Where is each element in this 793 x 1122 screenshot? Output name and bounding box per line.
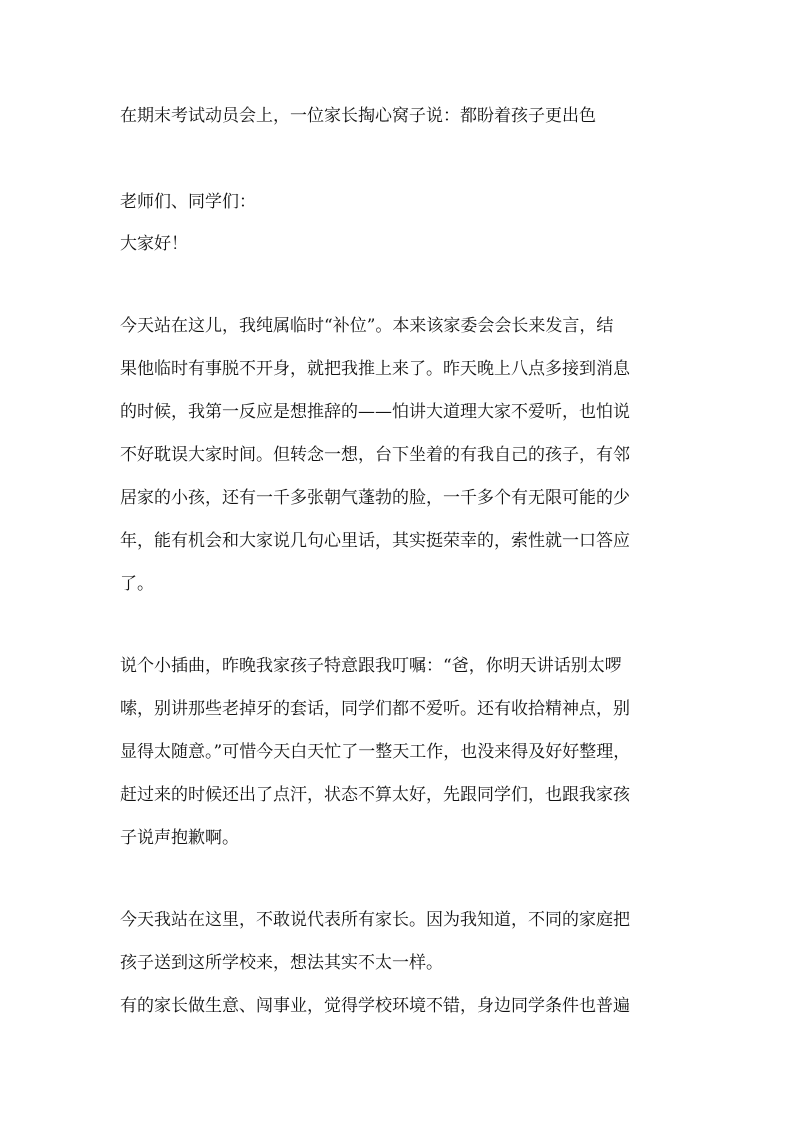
paragraph-3-line-1: 今天我站在这里，不敢说代表所有家长。因为我知道，不同的家庭把 bbox=[120, 910, 630, 930]
paragraph-1-line-5: 居家的小孩，还有一千多张朝气蓬勃的脸，一千多个有无限可能的少 bbox=[120, 488, 630, 508]
greeting: 大家好！ bbox=[120, 234, 188, 254]
paragraph-1-line-4: 不好耽误大家时间。但转念一想，台下坐着的有我自己的孩子，有邻 bbox=[120, 445, 630, 465]
paragraph-1-line-2: 果他临时有事脱不开身，就把我推上来了。昨天晚上八点多接到消息 bbox=[120, 359, 630, 379]
paragraph-3-line-3: 有的家长做生意、闯事业，觉得学校环境不错，身边同学条件也普遍 bbox=[120, 996, 630, 1016]
paragraph-1-line-6: 年，能有机会和大家说几句心里话，其实挺荣幸的，索性就一口答应 bbox=[120, 531, 630, 551]
paragraph-3-line-2: 孩子送到这所学校来，想法其实不太一样。 bbox=[120, 953, 443, 973]
paragraph-2-line-5: 子说声抱歉啊。 bbox=[120, 828, 239, 848]
paragraph-1-line-1: 今天站在这儿，我纯属临时“补位”。本来该家委会会长来发言，结 bbox=[120, 316, 614, 336]
salutation: 老师们、同学们： bbox=[120, 192, 256, 212]
paragraph-1-line-3: 的时候，我第一反应是想推辞的——怕讲大道理大家不爱听，也怕说 bbox=[120, 402, 630, 422]
paragraph-2-line-4: 赶过来的时候还出了点汗，状态不算太好，先跟同学们，也跟我家孩 bbox=[120, 785, 630, 805]
paragraph-2-line-1: 说个小插曲，昨晚我家孩子特意跟我叮嘱：“爸，你明天讲话别太啰 bbox=[120, 656, 622, 676]
paragraph-2-line-2: 嗦，别讲那些老掉牙的套话，同学们都不爱听。还有收拾精神点，别 bbox=[120, 699, 630, 719]
paragraph-2-line-3: 显得太随意。”可惜今天白天忙了一整天工作，也没来得及好好整理， bbox=[120, 742, 631, 762]
paragraph-1-line-7: 了。 bbox=[120, 574, 154, 594]
document-title: 在期末考试动员会上，一位家长掏心窝子说：都盼着孩子更出色 bbox=[120, 106, 596, 126]
